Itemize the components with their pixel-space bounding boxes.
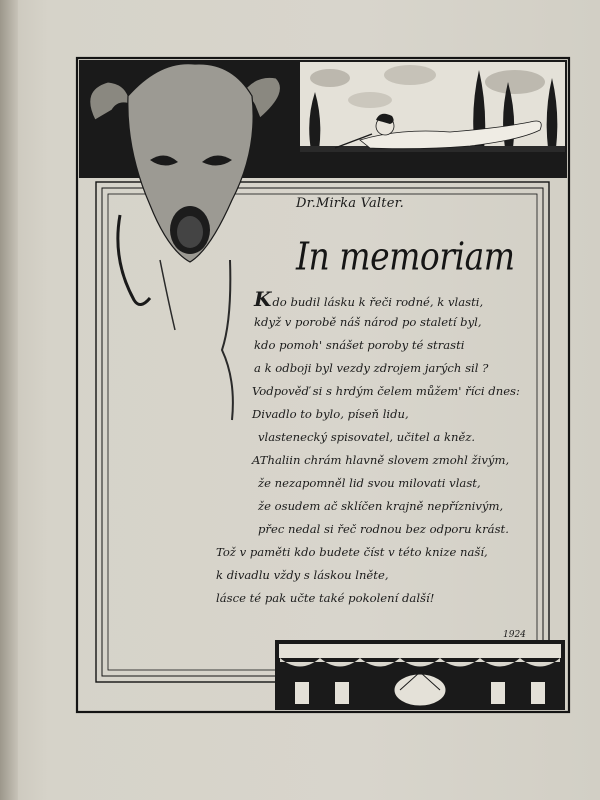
drop-cap: K [254, 287, 272, 311]
poem-line-text: že nezapomněl lid svou milovati vlast, [258, 476, 481, 490]
poem-line [212, 403, 542, 426]
poem-line-text: a k odboji byl vezdy zdrojem jarých sil ? [254, 361, 489, 375]
poem-line-text: do budil lásku k řeči rodné, k vlasti, [272, 295, 484, 309]
poem-line-text: k divadlu vždy s láskou lněte, [216, 568, 389, 582]
poem-line [212, 311, 542, 334]
footer-stage-illustration [275, 640, 565, 710]
poem-line-text: Divadlo to bylo, píseň lidu, [252, 407, 409, 421]
poem-line [212, 564, 542, 587]
poem-text [212, 288, 542, 610]
poem-line-text: vlastenecký spisovatel, učitel a kněz. [258, 430, 476, 444]
poem-line [212, 449, 542, 472]
poem-line-text: lásce té pak učte také pokolení další! [216, 591, 435, 605]
poem-line-text: AThaliin chrám hlavně slovem zmohl živým, [252, 453, 510, 467]
poem-line [212, 495, 542, 518]
poem-line [212, 357, 542, 380]
poem-line-text: kdo pomoh' snášet poroby té strasti [254, 338, 465, 352]
page-title: In memoriam [296, 234, 515, 279]
poem-line [212, 334, 542, 357]
poem-line [212, 587, 542, 610]
poem-line [212, 288, 542, 311]
author-name: Dr.Mirka Valter. [296, 196, 404, 211]
poem-line [212, 380, 542, 403]
year-label: 1924 [503, 630, 526, 640]
poem-line [212, 472, 542, 495]
poem-line-text: když v porobě náš národ po staletí byl, [254, 315, 482, 329]
poem-line-text: přec nedal si řeč rodnou bez odporu krást. [258, 522, 509, 536]
poem-line [212, 518, 542, 541]
poem-line [212, 426, 542, 449]
poem-line-text: Tož v paměti kdo budete číst v této knize naší, [216, 545, 488, 559]
poem-line [212, 541, 542, 564]
poem-line-text: Vodpověď si s hrdým čelem můžem' říci dnes: [252, 384, 520, 398]
poem-line-text: že osudem ač sklíčen krajně nepříznivým, [258, 499, 504, 513]
